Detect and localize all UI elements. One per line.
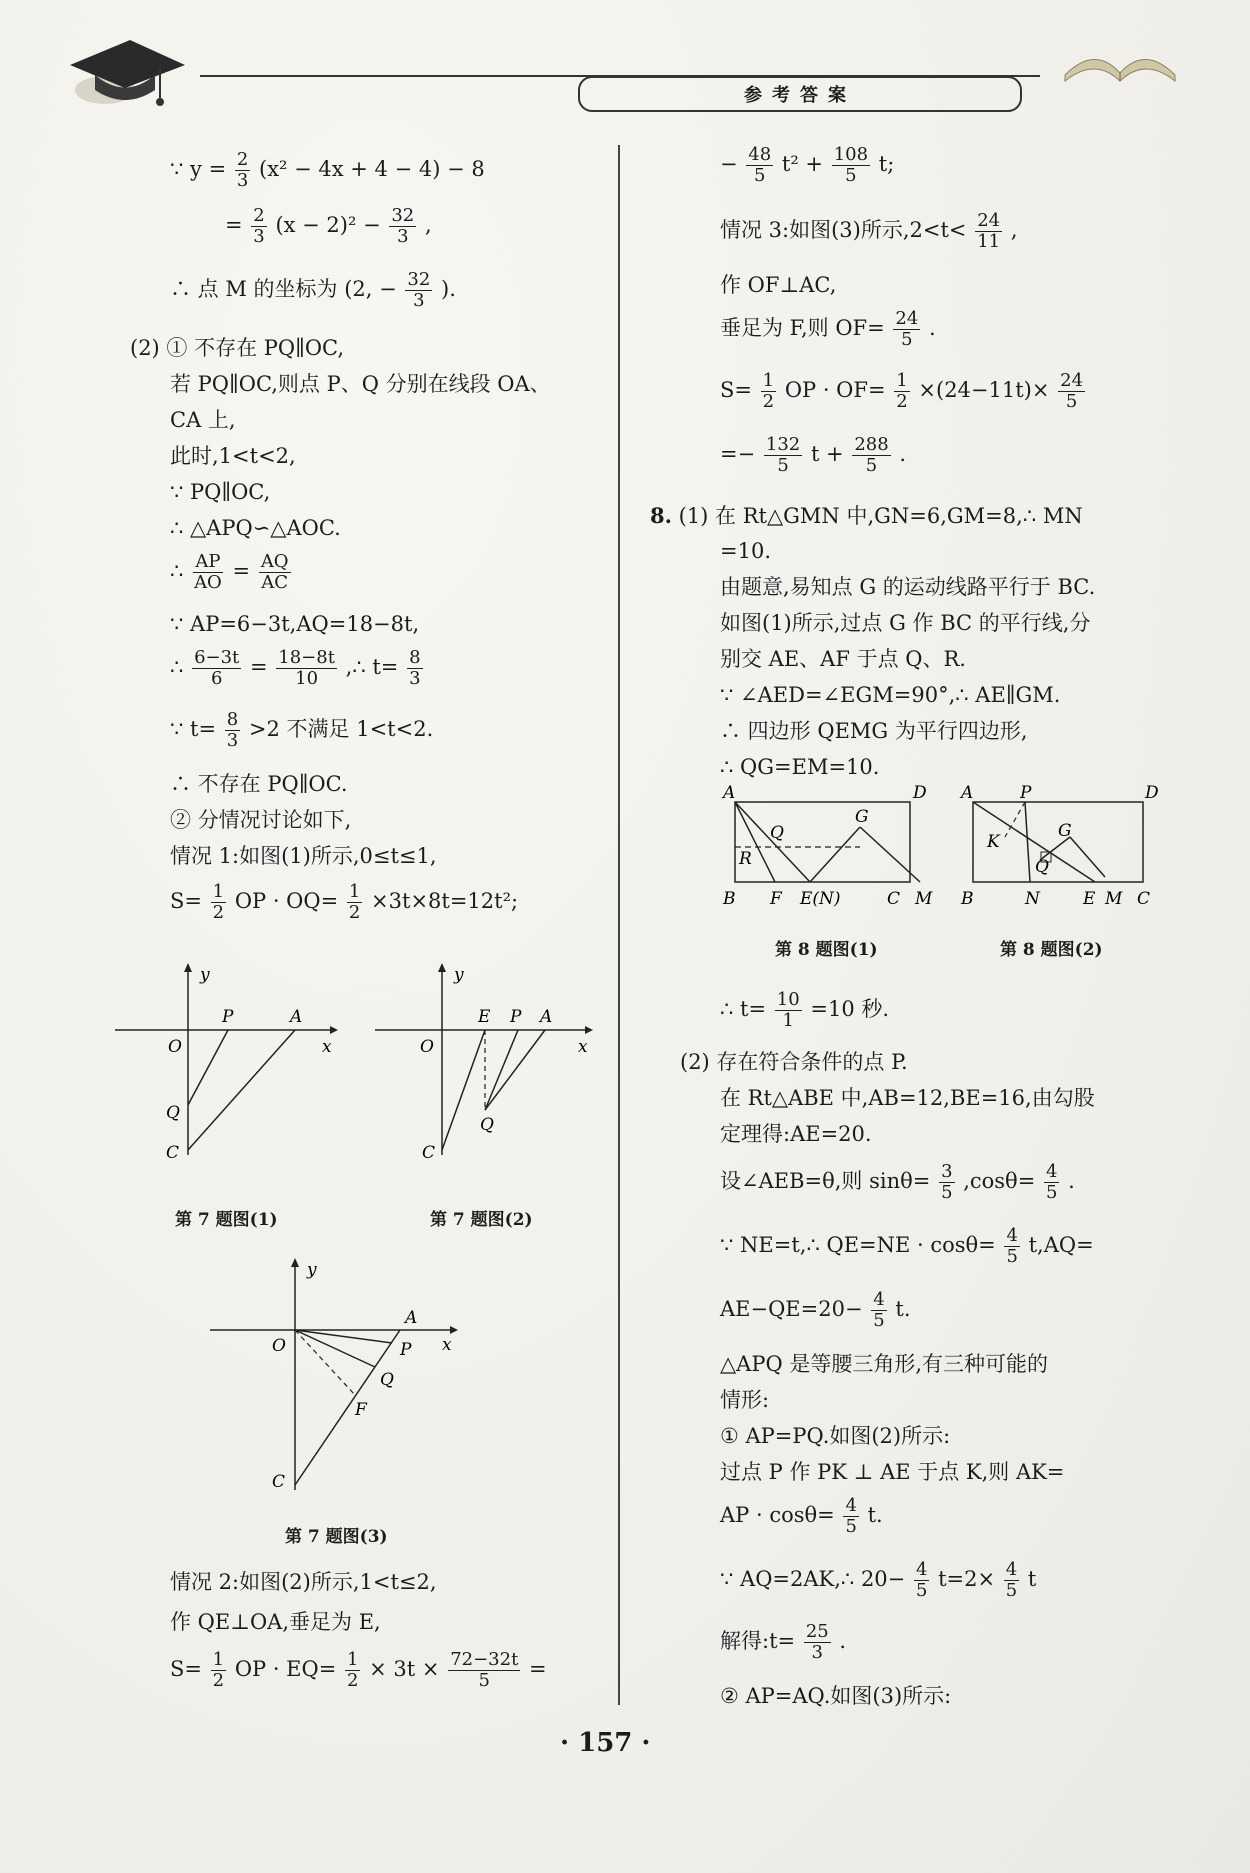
svg-text:M: M	[1105, 889, 1123, 907]
text-line: 作 QE⊥OA,垂足为 E,	[170, 1610, 381, 1634]
figure-8-2	[955, 782, 1180, 907]
svg-text:E: E	[1083, 889, 1096, 907]
text-line: ,	[1010, 217, 1018, 242]
question-number: 8.	[650, 503, 672, 528]
text-line: 定理得:AE=20.	[720, 1122, 872, 1146]
text-line: 由题意,易知点 G 的运动线路平行于 BC.	[720, 575, 1096, 599]
text-line: (x − 2)² −	[275, 212, 381, 237]
fraction: $\frac{10}{1}$	[776, 989, 800, 1031]
text-line: ② AP=AQ.如图(3)所示:	[720, 1684, 952, 1708]
svg-text:E: E	[478, 1007, 491, 1027]
text-line: 情况 3:如图(3)所示,2<t<	[720, 217, 967, 242]
fraction: $\frac{4}{5}$	[845, 1495, 857, 1537]
text-line: ∴	[170, 654, 184, 679]
text-line: ② 分情况讨论如下,	[170, 808, 352, 832]
svg-text:C: C	[1137, 889, 1151, 907]
text-line: =	[249, 654, 268, 679]
open-book-icon	[1060, 35, 1180, 85]
text-line: =	[529, 1656, 547, 1681]
text-line: OP · EQ=	[234, 1656, 337, 1681]
fraction: $\frac{6-3t}{6}$	[194, 647, 240, 689]
text-line: t² +	[781, 151, 824, 176]
text-line: ∴	[170, 558, 184, 583]
fraction: $\frac{1}{2}$	[212, 1649, 225, 1691]
svg-text:P: P	[1020, 783, 1032, 803]
fraction: $\frac{8}{3}$	[409, 647, 421, 689]
text-line: 作 OF⊥AC,	[720, 273, 837, 297]
fraction: $\frac{72-32t}{5}$	[450, 1649, 519, 1691]
svg-text:C: C	[272, 1472, 286, 1492]
text-line: S=	[170, 888, 202, 913]
svg-text:x: x	[578, 1037, 588, 1057]
text-line: ① AP=PQ.如图(2)所示:	[720, 1424, 951, 1448]
svg-text:D: D	[1145, 783, 1159, 803]
page-number: · 157 ·	[560, 1728, 651, 1758]
text-line: ∵ AQ=2AK,∴ 20−	[720, 1566, 906, 1591]
text-line: AE−QE=20−	[720, 1296, 863, 1321]
svg-text:G: G	[855, 807, 869, 827]
text-line: 垂足为 F,则 OF=	[720, 315, 885, 340]
fraction: $\frac{2}{3}$	[236, 149, 249, 191]
svg-text:C: C	[887, 889, 901, 907]
text-line: (1) 在 Rt△GMN 中,GN=6,GM=8,∴ MN	[678, 504, 1083, 528]
text-line: .	[1068, 1168, 1075, 1193]
text-line: 过点 P 作 PK ⊥ AE 于点 K,则 AK=	[720, 1460, 1065, 1484]
text-line: .	[839, 1628, 847, 1653]
fraction: $\frac{32}{3}$	[407, 269, 431, 311]
fraction: $\frac{1}{2}$	[347, 1649, 359, 1691]
text-line: >2 不满足 1<t<2.	[248, 716, 434, 741]
text-line: ,∴ t=	[345, 654, 399, 679]
text-line: ×3t×8t=12t²;	[371, 888, 519, 913]
text-line: 情况 2:如图(2)所示,1<t≤2,	[170, 1570, 437, 1594]
text-line: =	[232, 558, 251, 583]
fraction: $\frac{48}{5}$	[748, 144, 772, 186]
svg-text:F: F	[770, 889, 782, 907]
text-line: (x² − 4x + 4 − 4) − 8	[259, 156, 485, 181]
svg-text:F: F	[355, 1400, 367, 1420]
fraction: $\frac{4}{5}$	[915, 1559, 928, 1601]
svg-text:G: G	[1058, 821, 1072, 841]
fraction: $\frac{288}{5}$	[854, 434, 889, 476]
svg-text:E(N): E(N)	[800, 889, 841, 907]
svg-text:y: y	[200, 965, 210, 985]
fraction: $\frac{4}{5}$	[1046, 1161, 1058, 1203]
text-line: t	[1027, 1566, 1037, 1591]
fraction: $\frac{4}{5}$	[1006, 1225, 1018, 1267]
text-line: ∴ 不存在 PQ∥OC.	[170, 772, 348, 796]
text-line: × 3t ×	[369, 1656, 440, 1681]
svg-text:O: O	[168, 1037, 182, 1057]
fraction: $\frac{4}{5}$	[873, 1289, 885, 1331]
graduation-cap-icon	[60, 30, 190, 120]
text-line: ∴ t=	[720, 996, 767, 1021]
section-title: 参考答案	[578, 76, 1022, 112]
text-line: (2, −	[344, 276, 397, 301]
fraction: $\frac{2}{3}$	[253, 205, 265, 247]
fraction: $\frac{1}{2}$	[896, 370, 908, 412]
svg-text:x: x	[322, 1037, 332, 1057]
figure-caption: 第 8 题图(1)	[775, 940, 878, 960]
svg-text:N: N	[1025, 889, 1040, 907]
svg-text:Q: Q	[480, 1115, 494, 1135]
text-line: t;	[878, 151, 895, 176]
svg-text:y: y	[454, 965, 464, 985]
text-line: 情形:	[720, 1388, 770, 1412]
text-line: S=	[720, 377, 752, 402]
svg-text:x: x	[442, 1335, 452, 1355]
figure-caption: 第 7 题图(3)	[285, 1527, 388, 1547]
svg-text:A: A	[723, 783, 736, 803]
svg-text:Q: Q	[770, 823, 784, 843]
fraction: $\frac{24}{5}$	[895, 308, 919, 350]
text-line: AP · cosθ=	[720, 1502, 835, 1527]
text-line: t.	[867, 1502, 883, 1527]
svg-text:P: P	[400, 1340, 412, 1360]
svg-text:y: y	[307, 1260, 317, 1280]
svg-text:C: C	[166, 1143, 180, 1160]
svg-text:A: A	[405, 1308, 418, 1328]
figure-7-3	[200, 1255, 460, 1495]
text-line: ).	[441, 276, 456, 301]
figure-7-2	[370, 960, 600, 1160]
fraction: $\frac{25}{3}$	[805, 1621, 829, 1663]
text-line: ∴ 四边形 QEMG 为平行四边形,	[720, 719, 1028, 743]
figure-8-1	[715, 782, 945, 907]
text-line: 在 Rt△ABE 中,AB=12,BE=16,由勾股	[720, 1086, 1095, 1110]
fraction: $\frac{1}{2}$	[348, 881, 361, 923]
text-line: ∴ 点 M 的坐标为	[170, 276, 338, 301]
fraction: $\frac{AQ}{AC}$	[260, 551, 289, 593]
text-line: −	[720, 151, 738, 176]
fraction: $\frac{1}{2}$	[212, 881, 225, 923]
text-line: ∵ NE=t,∴ QE=NE · cosθ=	[720, 1232, 996, 1257]
fraction: $\frac{24}{5}$	[1060, 370, 1084, 412]
fraction: $\frac{8}{3}$	[226, 709, 239, 751]
fraction: $\frac{4}{5}$	[1005, 1559, 1018, 1601]
svg-text:O: O	[272, 1336, 286, 1356]
text-line: t,AQ=	[1028, 1232, 1094, 1257]
text-line: t=2×	[938, 1566, 996, 1591]
svg-text:A: A	[290, 1007, 303, 1027]
text-line: ∵ PQ∥OC,	[170, 480, 271, 504]
fraction: $\frac{1}{2}$	[762, 370, 775, 412]
svg-text:Q: Q	[166, 1103, 180, 1123]
text-line: OP · OF=	[784, 377, 886, 402]
figure-7-1	[110, 960, 340, 1160]
figure-caption: 第 8 题图(2)	[1000, 940, 1103, 960]
fraction: $\frac{24}{11}$	[977, 210, 1001, 252]
text-line: (2) ① 不存在 PQ∥OC,	[130, 336, 345, 360]
svg-text:A: A	[540, 1007, 553, 1027]
text-line: 别交 AE、AF 于点 Q、R.	[720, 647, 966, 671]
text-line: (2) 存在符合条件的点 P.	[680, 1050, 908, 1074]
svg-text:R: R	[739, 849, 752, 869]
text-line: S=	[170, 1656, 202, 1681]
fraction: $\frac{3}{5}$	[941, 1161, 953, 1203]
text-line: 情况 1:如图(1)所示,0≤t≤1,	[170, 844, 437, 868]
text-line: 如图(1)所示,过点 G 作 BC 的平行线,分	[720, 611, 1091, 635]
text-line: =−	[720, 441, 756, 466]
text-line: ,cosθ=	[963, 1168, 1036, 1193]
svg-text:A: A	[961, 783, 974, 803]
text-line: t +	[810, 441, 844, 466]
svg-text:Q: Q	[380, 1370, 394, 1390]
text-line: ×(24−11t)×	[918, 377, 1050, 402]
figure-caption: 第 7 题图(2)	[430, 1210, 533, 1230]
svg-text:P: P	[222, 1007, 234, 1027]
svg-text:O: O	[420, 1037, 434, 1057]
text-line: .	[929, 315, 936, 340]
fraction: $\frac{18-8t}{10}$	[278, 647, 335, 689]
svg-text:K: K	[987, 832, 1000, 852]
text-line: 设∠AEB=θ,则 sinθ=	[720, 1168, 931, 1193]
fraction: $\frac{132}{5}$	[765, 434, 801, 476]
text-line: CA 上,	[170, 408, 236, 432]
svg-text:Q: Q	[1035, 857, 1049, 877]
text-line: ∵ t=	[170, 716, 217, 741]
svg-text:B: B	[723, 889, 736, 907]
text-line: △APQ 是等腰三角形,有三种可能的	[720, 1352, 1049, 1376]
svg-text:C: C	[422, 1143, 436, 1160]
fraction: $\frac{108}{5}$	[833, 144, 869, 186]
text-line: ∴ △APQ∽△AOC.	[170, 516, 341, 540]
text-line: =10 秒.	[810, 996, 890, 1021]
text-line: t.	[895, 1296, 911, 1321]
figure-caption: 第 7 题图(1)	[175, 1210, 278, 1230]
text-line: ∴ QG=EM=10.	[720, 755, 880, 779]
text-line: 解得:t=	[720, 1628, 796, 1653]
svg-text:B: B	[961, 889, 974, 907]
text-line: ∵ y =	[170, 156, 227, 181]
text-line: ∵ AP=6−3t,AQ=18−8t,	[170, 612, 420, 636]
svg-text:M: M	[915, 889, 933, 907]
fraction: $\frac{AP}{AO}$	[194, 551, 222, 593]
column-divider	[618, 145, 620, 1705]
text-line: ∵ ∠AED=∠EGM=90°,∴ AE∥GM.	[720, 683, 1061, 707]
svg-text:P: P	[510, 1007, 522, 1027]
fraction: $\frac{32}{3}$	[391, 205, 415, 247]
text-line: 若 PQ∥OC,则点 P、Q 分别在线段 OA、	[170, 372, 551, 396]
text-line: =	[225, 212, 243, 237]
text-line: 此时,1<t<2,	[170, 444, 296, 468]
text-line: .	[899, 441, 907, 466]
text-line: ,	[424, 212, 432, 237]
text-line: =10.	[720, 539, 771, 563]
text-line: OP · OQ=	[234, 888, 339, 913]
svg-text:D: D	[913, 783, 927, 803]
